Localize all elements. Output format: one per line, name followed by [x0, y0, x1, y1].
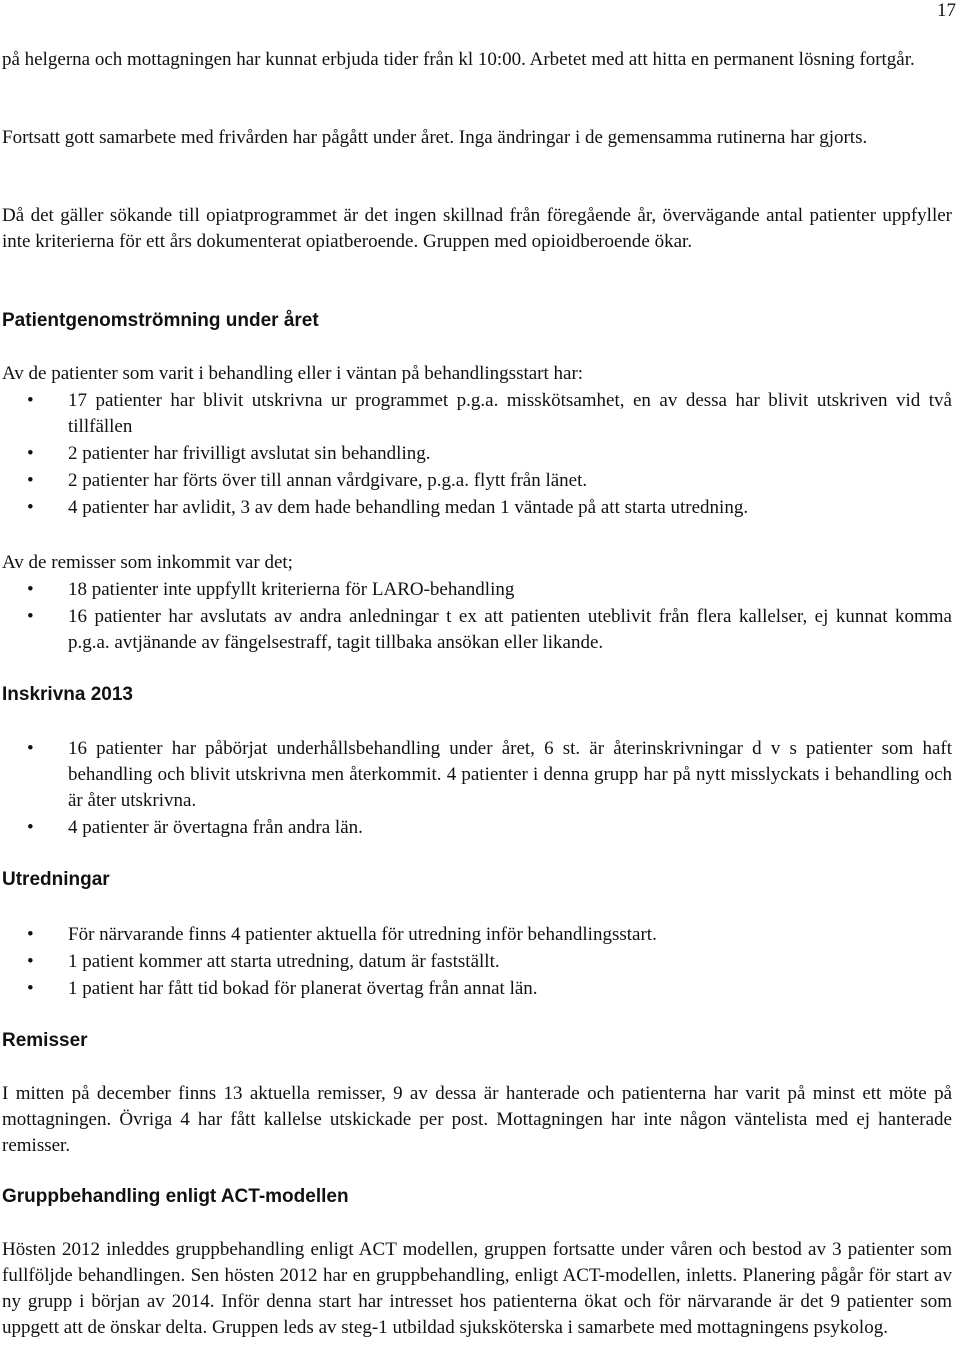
- referrals-in-list: [0, 577, 952, 657]
- list-item: • 1 patient kommer att starta utredning, datum är fastställt.: [0, 949, 952, 975]
- list-item: • 17 patienter har blivit utskrivna ur programmet p.g.a. misskötsamhet, en av dessa har blivit utskriven vid två tillfällen: [27, 390, 952, 437]
- heading-enrolled: Inskrivna 2013: [2, 684, 133, 705]
- list-item: • 4 patienter har avlidit, 3 av dem hade behandling medan 1 väntade på att starta utredning.: [0, 495, 952, 521]
- list-item: • För närvarande finns 4 patienter aktuella för utredning inför behandlingsstart.: [0, 922, 952, 948]
- list-item: • 2 patienter har förts över till annan vårdgivare, p.g.a. flytt från länet.: [0, 468, 952, 494]
- list-item: • 16 patienter har påbörjat underhållsbehandling under året, 6 st. är återinskrivningar d v s patienter som haft behandling och blivit utskrivna men återkommit. 4 patienter i denna grupp har på nytt misslyckats i behandling och är åter utskrivna.: [27, 738, 952, 811]
- bullet-icon: •: [27, 738, 34, 759]
- referrals-paragraph: I mitten på december finns 13 aktuella remisser, 9 av dessa är hanterade och patienterna har varit på minst ett möte på mottagningen. Övriga 4 har fått kallelse utskickade per post. Mottagningen har inte någon väntelista med ej hanterade remisser.: [2, 1083, 952, 1156]
- heading-act-group: Gruppbehandling enligt ACT-modellen: [2, 1186, 349, 1207]
- bullet-icon: •: [27, 470, 34, 491]
- bullet-icon: •: [27, 390, 34, 411]
- act-paragraph: Hösten 2012 inleddes gruppbehandling enligt ACT modellen, gruppen fortsatte under våren och bestod av 3 patienter som fullföljde behandlingen. Sen hösten 2012 har en gruppbehandling, enligt ACT-modellen, inletts. Planering pågår för start av ny grupp i början av 2014. Inför denna start har intresset hos patienterna ökat och för närvarande är det 9 patienter som uppgett att de önskar delta. Gruppen leds av steg-1 utbildad sjuksköterska i samarbete med mottagningens psykolog.: [2, 1239, 952, 1338]
- patient-flow-list: [0, 388, 952, 522]
- bullet-icon: •: [27, 579, 34, 600]
- bullet-icon: •: [27, 951, 34, 972]
- list-item: • 1 patient har fått tid bokad för planerat övertag från annat län.: [0, 976, 952, 1002]
- page-number: 17: [937, 0, 956, 21]
- list-item: • 18 patienter inte uppfyllt kriterierna för LARO-behandling: [0, 577, 952, 603]
- intro-paragraph-1: på helgerna och mottagningen har kunnat erbjuda tider från kl 10:00. Arbetet med att hitta en permanent lösning fortgår.: [2, 49, 915, 70]
- enrolled-list: [0, 736, 952, 842]
- heading-patient-flow: Patientgenomströmning under året: [2, 310, 319, 331]
- bullet-icon: •: [27, 924, 34, 945]
- investigations-list: [0, 922, 952, 1003]
- list-item: • 4 patienter är övertagna från andra län.: [0, 815, 952, 841]
- list-item: • 16 patienter har avslutats av andra anledningar t ex att patienten uteblivit från flera kallelser, ej kunnat komma p.g.a. avtjänande av fängelsestraff, tagit tillbaka ansökan eller likande.: [27, 606, 952, 653]
- heading-investigations: Utredningar: [2, 869, 110, 890]
- bullet-icon: •: [27, 606, 34, 627]
- bullet-icon: •: [27, 817, 34, 838]
- heading-referrals: Remisser: [2, 1030, 88, 1051]
- intro-paragraph-3: Då det gäller sökande till opiatprogrammet är det ingen skillnad från föregående år, övervägande antal patienter uppfyller inte kriterierna för ett års dokumenterat opiatberoende. Gruppen med opioidberoende ökar.: [2, 205, 952, 252]
- bullet-icon: •: [27, 978, 34, 999]
- bullet-icon: •: [27, 497, 34, 518]
- intro-paragraph-2: Fortsatt gott samarbete med frivården har pågått under året. Inga ändringar i de gemensamma rutinerna har gjorts.: [2, 127, 868, 148]
- referrals-in-lead: Av de remisser som inkommit var det;: [2, 552, 293, 573]
- bullet-icon: •: [27, 443, 34, 464]
- list-item: • 2 patienter har frivilligt avslutat sin behandling.: [0, 441, 952, 467]
- patient-flow-lead: Av de patienter som varit i behandling eller i väntan på behandlingsstart har:: [2, 363, 584, 384]
